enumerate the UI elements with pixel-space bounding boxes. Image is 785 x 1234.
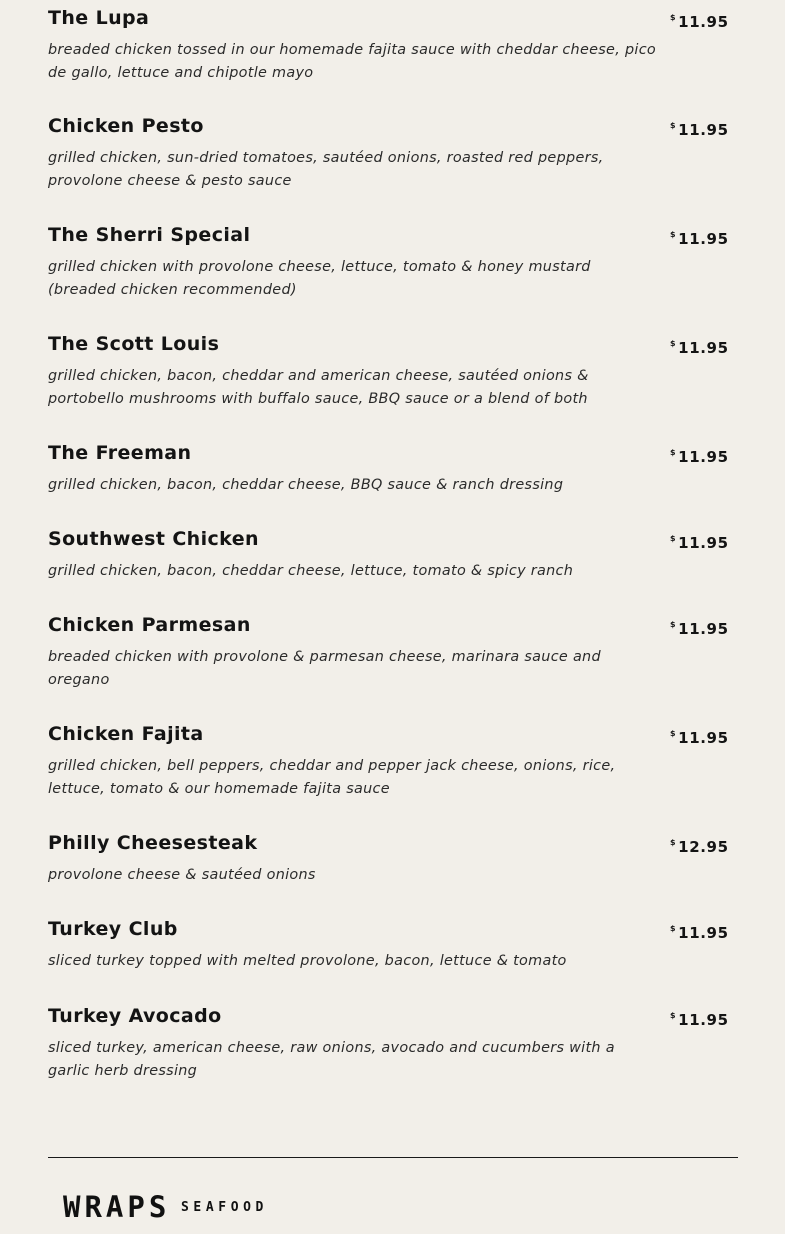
menu-item-description: sliced turkey topped with melted provolone, bacon, lettuce & tomato [48, 953, 567, 969]
currency-symbol: $ [670, 924, 677, 933]
menu-item-description: grilled chicken, sun-dried tomatoes, sautéed onions, roasted red peppers, provolone cheese & pesto sauce [48, 150, 604, 189]
menu-item-price [670, 116, 729, 140]
price-value: 11.95 [678, 13, 729, 31]
price-value: 11.95 [678, 729, 729, 747]
menu-item-description: breaded chicken tossed in our homemade fajita sauce with cheddar cheese, pico de gallo, lettuce and chipotle mayo [48, 42, 657, 81]
price-value: 11.95 [678, 1011, 729, 1029]
menu-item-description: provolone cheese & sautéed onions [48, 867, 316, 883]
tab-wraps[interactable]: WRAPS [63, 1190, 171, 1224]
price-value: 11.95 [678, 620, 729, 638]
currency-symbol: $ [670, 13, 677, 22]
currency-symbol: $ [670, 339, 677, 348]
tab-seafood[interactable]: SEAFOOD [181, 1200, 268, 1215]
menu-item-description: grilled chicken, bacon, cheddar and american cheese, sautéed onions & portobello mushrooms with buffalo sauce, BBQ sauce or a blend of both [48, 368, 589, 407]
menu-item-description: grilled chicken, bacon, cheddar cheese, BBQ sauce & ranch dressing [48, 477, 564, 493]
menu-item-name: Turkey Avocado [48, 1005, 222, 1027]
price-value: 12.95 [678, 838, 729, 856]
price-value: 11.95 [678, 924, 729, 942]
currency-symbol: $ [670, 121, 677, 130]
menu-item-name: Chicken Fajita [48, 723, 204, 745]
menu-item-name: The Sherri Special [48, 224, 251, 246]
menu-item-price [670, 443, 729, 467]
price-value: 11.95 [678, 121, 729, 139]
currency-symbol: $ [670, 534, 677, 543]
menu-item-description: breaded chicken with provolone & parmesan cheese, marinara sauce and oregano [48, 649, 601, 688]
menu-item-price [670, 225, 729, 249]
currency-symbol: $ [670, 448, 677, 457]
menu-item-price [670, 1006, 729, 1030]
menu-item-name: Chicken Pesto [48, 115, 204, 137]
section-divider [48, 1157, 738, 1158]
price-value: 11.95 [678, 230, 729, 248]
menu-item-name: Southwest Chicken [48, 528, 259, 550]
price-value: 11.95 [678, 448, 729, 466]
menu-item-price [670, 724, 729, 748]
price-value: 11.95 [678, 339, 729, 357]
menu-item-price [670, 334, 729, 358]
menu-item-name: The Freeman [48, 442, 192, 464]
menu-item-description: grilled chicken, bell peppers, cheddar and pepper jack cheese, onions, rice, lettuce, tomato & our homemade fajita sauce [48, 758, 616, 797]
menu-item-description: grilled chicken, bacon, cheddar cheese, lettuce, tomato & spicy ranch [48, 563, 574, 579]
menu-item-price [670, 615, 729, 639]
currency-symbol: $ [670, 838, 677, 847]
menu-item-price [670, 529, 729, 553]
currency-symbol: $ [670, 620, 677, 629]
currency-symbol: $ [670, 230, 677, 239]
currency-symbol: $ [670, 729, 677, 738]
menu-item-name: The Lupa [48, 7, 150, 29]
menu-item-description: sliced turkey, american cheese, raw onions, avocado and cucumbers with a garlic herb dressing [48, 1040, 615, 1079]
menu-item-description: grilled chicken with provolone cheese, lettuce, tomato & honey mustard (breaded chicken recommended) [48, 259, 591, 298]
menu-item-name: Turkey Club [48, 918, 178, 940]
currency-symbol: $ [670, 1011, 677, 1020]
menu-item-price [670, 8, 729, 32]
price-value: 11.95 [678, 534, 729, 552]
menu-item-name: Chicken Parmesan [48, 614, 251, 636]
menu-item-name: Philly Cheesesteak [48, 832, 258, 854]
menu-item-name: The Scott Louis [48, 333, 220, 355]
menu-item-price [670, 833, 729, 857]
menu-item-price [670, 919, 729, 943]
